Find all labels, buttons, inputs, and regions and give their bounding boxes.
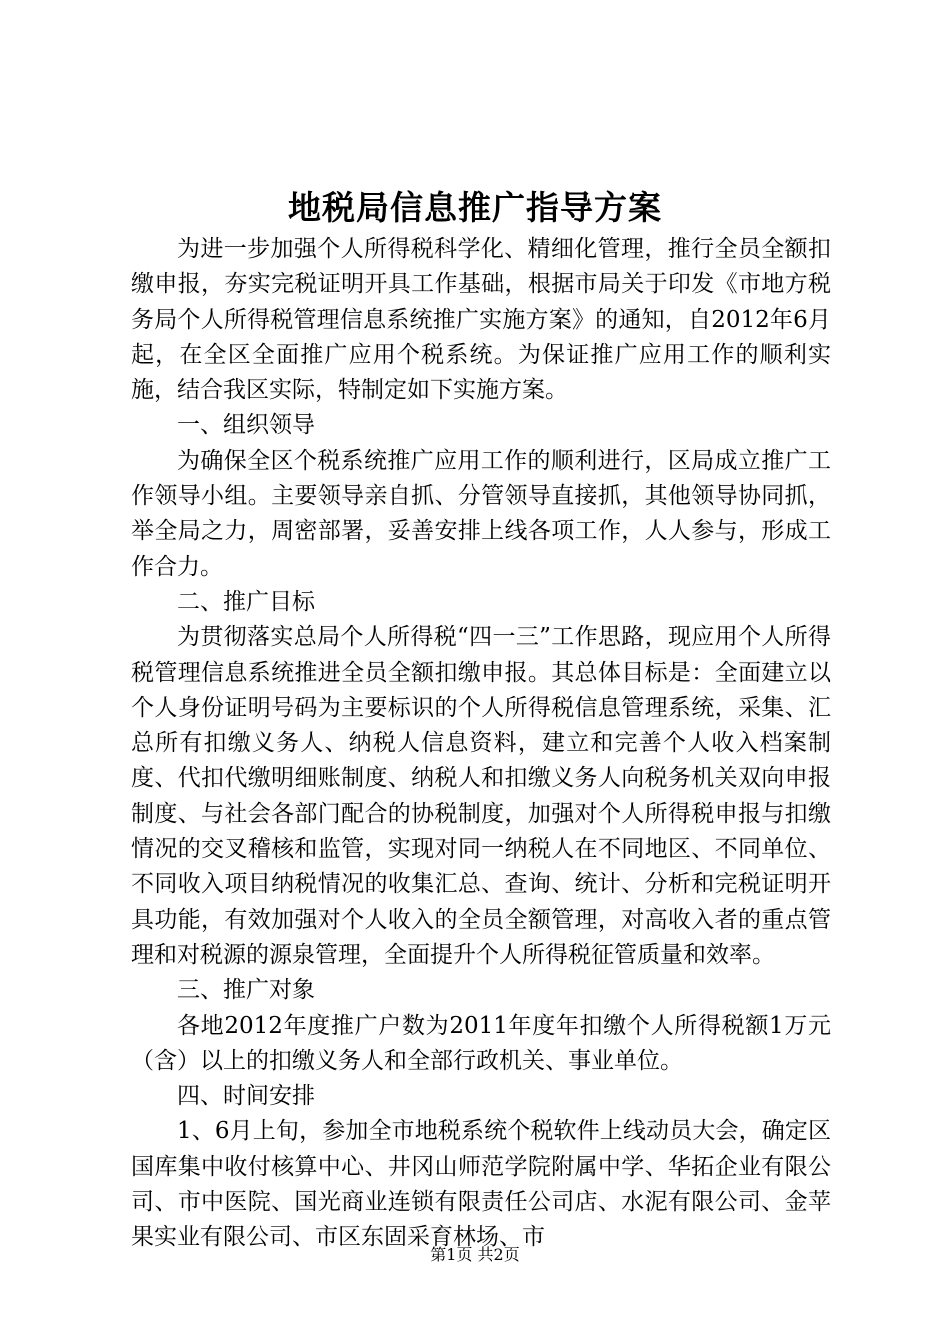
section-paragraph: 各地2012年度推广户数为2011年度年扣缴个人所得税额1万元（含）以上的扣缴义务人和全部行政机关、事业单位。: [131, 1012, 831, 1074]
document-body: [131, 232, 831, 1256]
document-title: 地税局信息推广指导方案: [288, 188, 662, 227]
section-paragraph: 为贯彻落实总局个人所得税“四一三”工作思路，现应用个人所得税管理信息系统推进全员全额扣缴申报。其总体目标是：全面建立以个人身份证明号码为主要标识的个人所得税信息管理系统，采集、汇总所有扣缴义务人、纳税人信息资料，建立和完善个人收入档案制度、代扣代缴明细账制度、纳税人和扣缴义务人向税务机关双向申报制度、与社会各部门配合的协税制度，加强对个人所得税申报与扣缴情况的交叉稽核和监管，实现对同一纳税人在不同地区、不同单位、不同收入项目纳税情况的收集汇总、查询、统计、分析和完税证明开具功能，有效加强对个人收入的全员全额管理，对高收入者的重点管理和对税源的源泉管理，全面提升个人所得税征管质量和效率。: [131, 624, 831, 968]
section-heading: 一、组织领导: [177, 412, 315, 439]
section-heading: 三、推广对象: [177, 977, 315, 1004]
section-paragraph: 1、6月上旬，参加全市地税系统个税软件上线动员大会，确定区国库集中收付核算中心、井冈山师范学院附属中学、华拓企业有限公司、市中医院、国光商业连锁有限责任公司店、水泥有限公司、金苹果实业有限公司、市区东固采育林场、市: [131, 1118, 831, 1251]
section-heading: 四、时间安排: [177, 1083, 315, 1110]
section-heading: 二、推广目标: [177, 588, 315, 615]
intro-paragraph: 为进一步加强个人所得税科学化、精细化管理，推行全员全额扣缴申报，夯实完税证明开具工作基础，根据市局关于印发《市地方税务局个人所得税管理信息系统推广实施方案》的通知，自2012年6月起，在全区全面推广应用个税系统。为保证推广应用工作的顺利实施，结合我区实际，特制定如下实施方案。: [131, 236, 831, 404]
page-number-footer: 第1页 共2页: [430, 1245, 520, 1264]
section-paragraph: 为确保全区个税系统推广应用工作的顺利进行，区局成立推广工作领导小组。主要领导亲自抓、分管领导直接抓，其他领导协同抓，举全局之力，周密部署，妥善安排上线各项工作，人人参与，形成工作合力。: [131, 447, 831, 580]
